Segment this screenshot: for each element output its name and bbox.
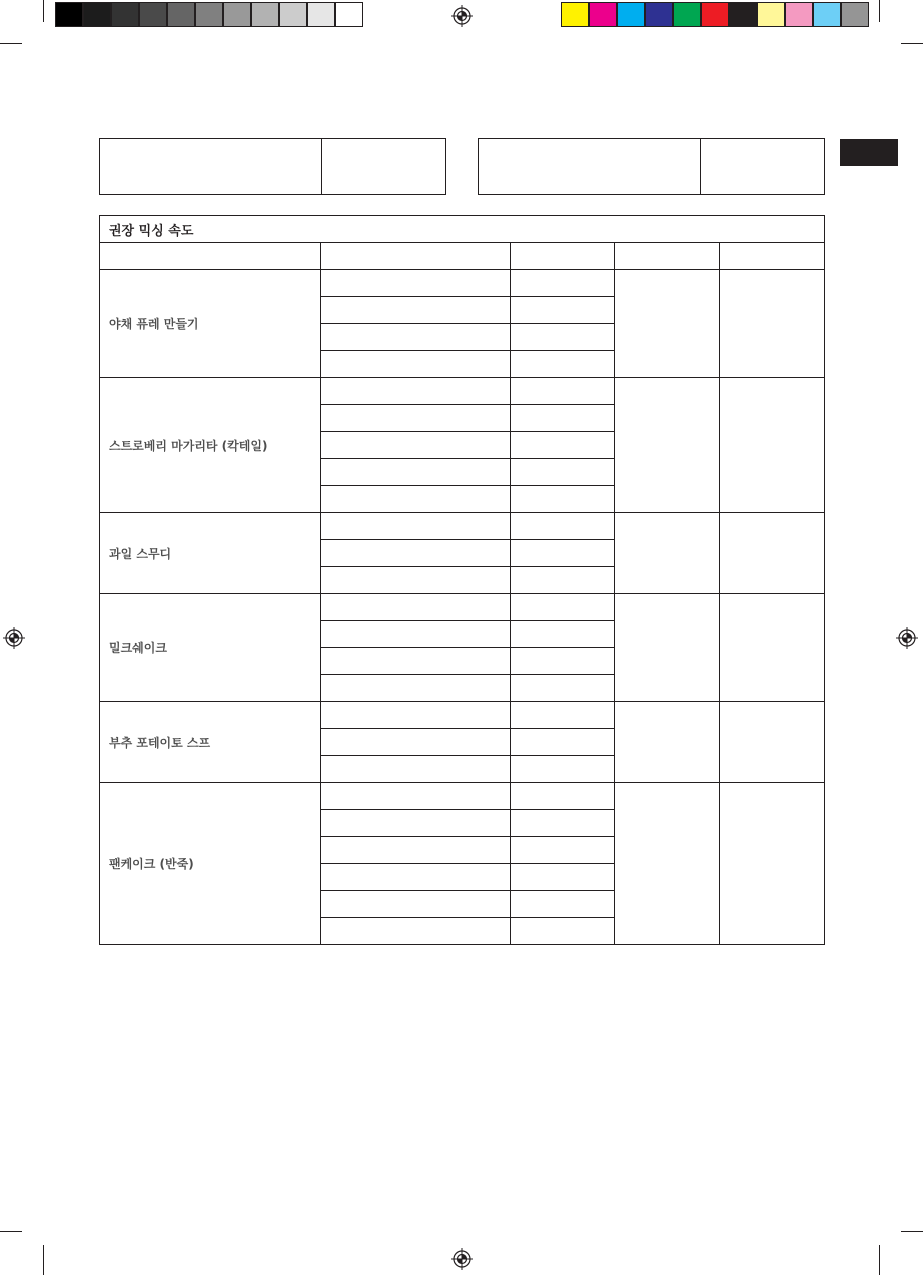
table-cell — [321, 432, 511, 459]
header-cell — [321, 243, 511, 270]
table-cell — [720, 594, 825, 702]
registration-mark-icon — [896, 627, 918, 649]
table-cell — [321, 540, 511, 567]
table-cell — [511, 756, 615, 783]
color-swatch — [589, 2, 617, 27]
recipe-name: 스트로베리 마가리타 (칵테일) — [100, 378, 321, 513]
table-cell — [511, 891, 615, 918]
table-cell — [615, 513, 720, 594]
table-cell — [321, 378, 511, 405]
table-cell — [511, 405, 615, 432]
color-swatch — [617, 2, 645, 27]
table-cell — [720, 270, 825, 378]
table-cell — [321, 486, 511, 513]
table-cell — [720, 378, 825, 513]
table-cell — [511, 621, 615, 648]
table-cell — [511, 594, 615, 621]
table-row — [100, 594, 825, 621]
color-swatch — [729, 2, 757, 27]
color-swatch — [701, 2, 729, 27]
table-row — [100, 270, 825, 297]
table-cell — [511, 918, 615, 945]
table-cell — [511, 810, 615, 837]
table-cell — [511, 864, 615, 891]
table-cell — [615, 783, 720, 945]
table-title: 권장 믹싱 속도 — [100, 216, 825, 243]
color-swatch — [813, 2, 841, 27]
registration-mark-icon — [3, 627, 25, 649]
table-cell — [321, 864, 511, 891]
table-cell — [511, 297, 615, 324]
grayscale-swatch — [167, 2, 195, 27]
table-cell — [615, 594, 720, 702]
table-cell — [511, 837, 615, 864]
table-cell — [321, 837, 511, 864]
table-cell — [321, 270, 511, 297]
color-swatch — [757, 2, 785, 27]
table-cell — [511, 459, 615, 486]
table-cell — [511, 432, 615, 459]
registration-mark-icon — [451, 1248, 473, 1270]
color-swatch — [841, 2, 869, 27]
table-cell — [321, 621, 511, 648]
recipe-name: 야채 퓨레 만들기 — [100, 270, 321, 378]
table-cell — [321, 918, 511, 945]
color-swatch — [645, 2, 673, 27]
recipe-name: 부추 포테이토 스프 — [100, 702, 321, 783]
table-cell — [321, 783, 511, 810]
table-cell — [511, 540, 615, 567]
grayscale-swatch — [195, 2, 223, 27]
table-cell — [511, 378, 615, 405]
registration-mark-icon — [451, 5, 473, 27]
table-cell — [321, 756, 511, 783]
crop-mark — [43, 1245, 44, 1275]
table-cell — [511, 486, 615, 513]
table-cell — [321, 324, 511, 351]
grayscale-swatch — [139, 2, 167, 27]
table-header-row — [100, 243, 825, 270]
table-cell — [321, 297, 511, 324]
recipe-name: 과일 스무디 — [100, 513, 321, 594]
table-cell — [615, 702, 720, 783]
table-cell — [511, 675, 615, 702]
table-cell — [511, 513, 615, 540]
table-cell — [321, 675, 511, 702]
crop-mark — [0, 43, 22, 44]
table-row — [100, 378, 825, 405]
grayscale-swatch — [55, 2, 83, 27]
header-cell — [720, 243, 825, 270]
grayscale-swatch — [251, 2, 279, 27]
color-swatch — [785, 2, 813, 27]
table-cell — [615, 378, 720, 513]
table-cell — [321, 567, 511, 594]
grayscale-swatch — [307, 2, 335, 27]
crop-mark — [901, 1231, 923, 1232]
language-tab — [840, 139, 898, 166]
table-cell — [321, 729, 511, 756]
table-cell — [720, 783, 825, 945]
grayscale-swatch — [223, 2, 251, 27]
table-cell — [511, 783, 615, 810]
mixing-speed-table — [99, 215, 825, 945]
header-cell — [615, 243, 720, 270]
table-cell — [321, 810, 511, 837]
crop-mark — [43, 0, 44, 22]
table-cell — [720, 702, 825, 783]
crop-mark — [879, 0, 880, 22]
table-cell — [511, 648, 615, 675]
table-cell — [511, 351, 615, 378]
empty-info-box-right — [478, 138, 825, 195]
crop-mark — [879, 1245, 880, 1275]
table-cell — [321, 594, 511, 621]
table-cell — [511, 567, 615, 594]
table-cell — [615, 270, 720, 378]
grayscale-swatch — [335, 2, 363, 27]
table-cell — [511, 324, 615, 351]
recipe-name: 밀크쉐이크 — [100, 594, 321, 702]
table-row — [100, 783, 825, 810]
table-cell — [720, 513, 825, 594]
crop-mark — [901, 43, 923, 44]
table-row — [100, 702, 825, 729]
table-cell — [321, 459, 511, 486]
table-cell — [511, 729, 615, 756]
header-cell — [511, 243, 615, 270]
table-cell — [321, 405, 511, 432]
crop-mark — [0, 1231, 22, 1232]
grayscale-swatch — [111, 2, 139, 27]
recipe-name: 팬케이크 (반죽) — [100, 783, 321, 945]
table-cell — [511, 270, 615, 297]
header-cell — [100, 243, 321, 270]
color-swatch — [673, 2, 701, 27]
table-cell — [321, 648, 511, 675]
table-cell — [321, 891, 511, 918]
table-cell — [321, 351, 511, 378]
color-swatch — [561, 2, 589, 27]
table-cell — [321, 513, 511, 540]
empty-info-box-left — [99, 138, 446, 195]
grayscale-swatch — [279, 2, 307, 27]
table-cell — [511, 702, 615, 729]
grayscale-swatch — [83, 2, 111, 27]
table-row — [100, 513, 825, 540]
table-cell — [321, 702, 511, 729]
